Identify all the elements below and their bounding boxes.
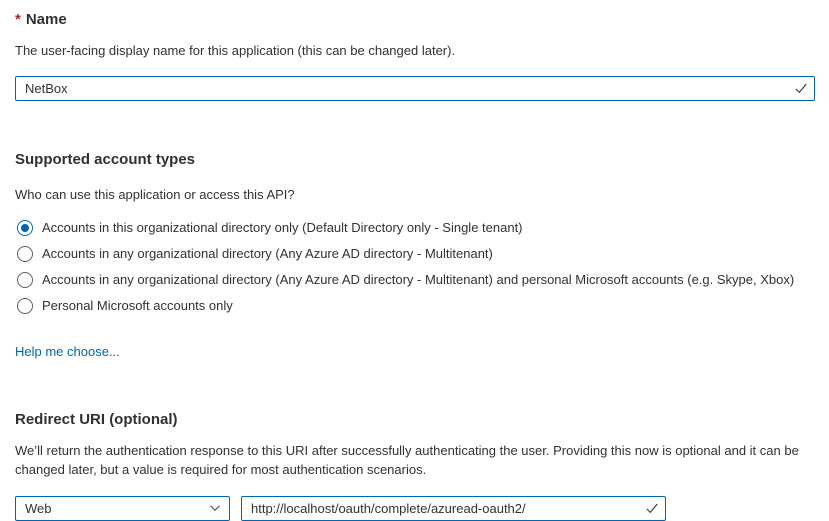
- account-types-radio-group: [15, 215, 815, 319]
- radio-option-multitenant-personal[interactable]: [15, 267, 815, 293]
- name-input[interactable]: [15, 76, 815, 101]
- name-title-text: Name: [25, 11, 67, 28]
- radio-option-multitenant[interactable]: [15, 241, 815, 267]
- radio-button-icon[interactable]: [17, 298, 33, 314]
- redirect-uri-title: Redirect URI (optional): [15, 410, 178, 428]
- name-description: The user-facing display name for this application (this can be changed later).: [15, 43, 456, 58]
- radio-option-personal-only[interactable]: [15, 293, 815, 319]
- redirect-uri-controls: [15, 496, 815, 521]
- platform-select-value: Web: [25, 500, 52, 516]
- radio-button-icon[interactable]: [17, 272, 33, 288]
- redirect-uri-description: We’ll return the authentication response to this URI after successfully authenticating the user. Providing this now is optional and it can be changed later, but a value is required for most authentication scenarios.: [15, 442, 799, 477]
- account-types-section: [15, 151, 815, 361]
- help-me-choose-link[interactable]: Help me choose...: [15, 343, 120, 359]
- required-asterisk: *: [15, 11, 21, 28]
- redirect-uri-input[interactable]: [241, 496, 666, 521]
- account-types-question: Who can use this application or access this API?: [15, 186, 295, 202]
- radio-button-icon[interactable]: [17, 246, 33, 262]
- radio-option-label: Accounts in any organizational directory (Any Azure AD directory - Multitenant) and personal Microsoft accounts (e.g. Skype, Xbox): [42, 272, 795, 288]
- redirect-uri-input-container: [241, 496, 666, 521]
- platform-select[interactable]: [15, 496, 230, 521]
- radio-option-single-tenant[interactable]: [15, 215, 815, 241]
- radio-option-label: Personal Microsoft accounts only: [42, 298, 233, 314]
- radio-option-label: Accounts in any organizational directory (Any Azure AD directory - Multitenant): [42, 246, 493, 262]
- name-section: [15, 11, 815, 101]
- account-types-title: Supported account types: [15, 150, 196, 168]
- radio-button-icon[interactable]: [17, 220, 33, 236]
- redirect-uri-section: [15, 411, 815, 521]
- radio-option-label: Accounts in this organizational directory only (Default Directory only - Single tenant): [42, 220, 523, 236]
- name-input-container: [15, 76, 815, 101]
- chevron-down-icon: [208, 501, 222, 515]
- name-section-title: [15, 11, 815, 29]
